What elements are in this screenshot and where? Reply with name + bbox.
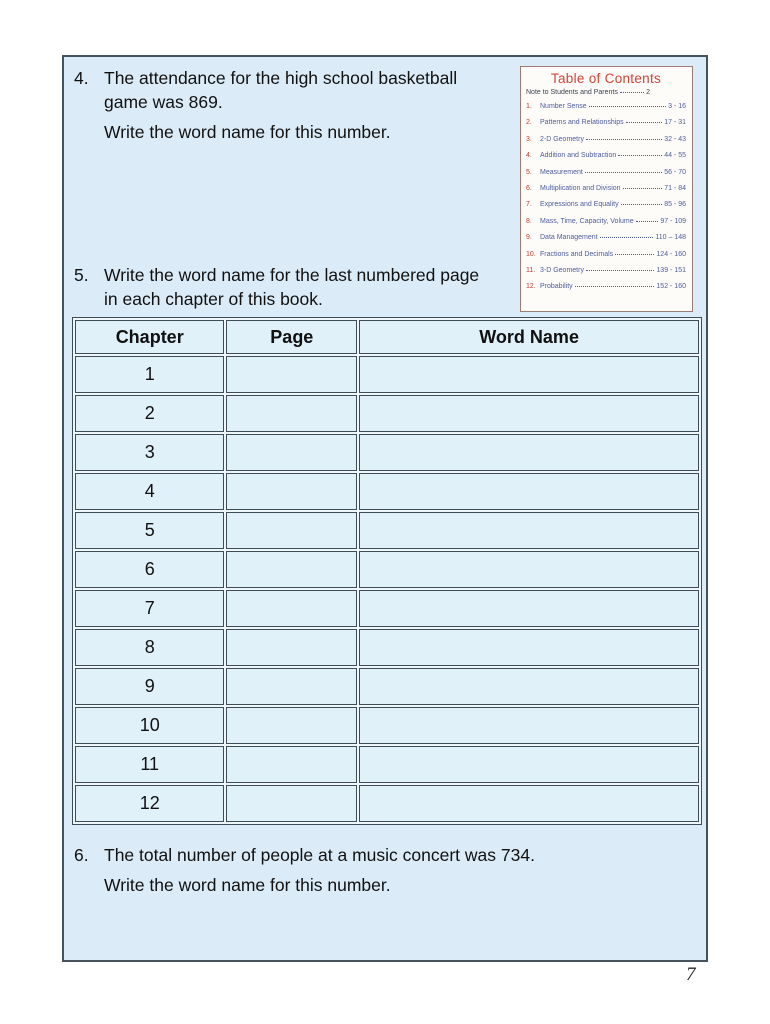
page-cell — [226, 590, 357, 627]
page-cell — [226, 629, 357, 666]
col-header-chapter: Chapter — [75, 320, 224, 354]
page-cell — [226, 512, 357, 549]
question-6-number: 6. — [74, 845, 89, 865]
question-4-text-line2: game was 869. — [104, 92, 223, 112]
table-row — [75, 668, 699, 705]
table-row — [75, 746, 699, 783]
toc-entry-label: Multiplication and Division — [540, 184, 621, 192]
toc-entry-pages: 32 - 43 — [664, 135, 686, 143]
toc-entry-label: Probability — [540, 283, 573, 291]
toc-entry-pages: 85 - 96 — [664, 201, 686, 209]
toc-entry-label: Fractions and Decimals — [540, 250, 614, 258]
toc-entry-label: Mass, Time, Capacity, Volume — [540, 217, 634, 225]
question-4-body — [104, 66, 514, 144]
table-row — [75, 512, 699, 549]
word-name-cell — [359, 707, 699, 744]
table-row — [75, 785, 699, 822]
word-name-cell — [359, 668, 699, 705]
chapter-page-table — [72, 317, 702, 825]
toc-entry-pages: 97 - 109 — [660, 217, 686, 225]
question-4 — [74, 66, 514, 144]
table-row — [75, 629, 699, 666]
chapter-cell: 9 — [75, 668, 224, 705]
toc-entry-pages: 152 - 160 — [656, 283, 686, 291]
question-5-number: 5. — [74, 265, 89, 285]
table-row — [75, 395, 699, 432]
chapter-cell: 12 — [75, 785, 224, 822]
word-name-cell — [359, 590, 699, 627]
toc-entry-number: 11. — [526, 266, 536, 274]
table-row — [75, 434, 699, 471]
question-6-prompt: Write the word name for this number. — [104, 875, 391, 895]
toc-entry-label: 2-D Geometry — [540, 135, 584, 143]
page-cell — [226, 707, 357, 744]
toc-entry-label: Measurement — [540, 168, 583, 176]
toc-entry — [526, 218, 686, 234]
question-6-text-line1: The total number of people at a music concert was 734. — [104, 845, 535, 865]
page-number: 7 — [686, 964, 696, 985]
word-name-cell — [359, 512, 699, 549]
toc-entry — [526, 103, 686, 119]
toc-entry — [526, 169, 686, 185]
toc-entry — [526, 136, 686, 152]
table-row — [75, 473, 699, 510]
toc-dotted-leader — [615, 254, 654, 255]
word-name-cell — [359, 551, 699, 588]
page-cell — [226, 668, 357, 705]
question-5-text-line1: Write the word name for the last numbered page — [104, 265, 480, 285]
table-header-row — [75, 320, 699, 354]
word-name-cell — [359, 473, 699, 510]
toc-entry-number: 2. — [526, 119, 532, 127]
table-row — [75, 356, 699, 393]
word-name-cell — [359, 785, 699, 822]
toc-entry — [526, 201, 686, 217]
question-4-text-line1: The attendance for the high school basketball — [104, 68, 458, 88]
word-name-cell — [359, 395, 699, 432]
toc-entry-pages: 139 - 151 — [656, 266, 686, 274]
table-row — [75, 707, 699, 744]
col-header-word-name: Word Name — [359, 320, 699, 354]
chapter-cell: 4 — [75, 473, 224, 510]
toc-dotted-leader — [585, 172, 662, 173]
toc-dotted-leader — [618, 155, 662, 156]
toc-entry-number: 4. — [526, 152, 532, 160]
toc-note-line — [526, 89, 686, 97]
toc-entry-pages: 17 - 31 — [664, 119, 686, 127]
page-cell — [226, 395, 357, 432]
table-row — [75, 551, 699, 588]
chapter-cell: 7 — [75, 590, 224, 627]
chapter-cell: 3 — [75, 434, 224, 471]
toc-entry-pages: 110 – 148 — [655, 234, 686, 242]
toc-entry-label: Number Sense — [540, 103, 587, 110]
toc-dotted-leader — [620, 92, 644, 93]
toc-entry — [526, 234, 686, 250]
toc-dotted-leader — [626, 122, 663, 123]
toc-dotted-leader — [636, 221, 659, 222]
toc-entry-number: 12. — [526, 283, 536, 291]
toc-entry-label: Addition and Subtraction — [540, 152, 617, 160]
chapter-cell: 6 — [75, 551, 224, 588]
toc-title: Table of Contents — [550, 71, 662, 86]
toc-entry-number: 6. — [526, 184, 532, 192]
toc-entry-number: 1. — [526, 103, 532, 110]
content-panel — [62, 55, 708, 962]
chapter-cell: 8 — [75, 629, 224, 666]
question-6 — [74, 843, 654, 897]
page-cell — [226, 746, 357, 783]
page-cell — [226, 785, 357, 822]
toc-entry-number: 9. — [526, 234, 532, 242]
chapter-cell: 5 — [75, 512, 224, 549]
toc-entry-number: 5. — [526, 168, 532, 176]
toc-note-page: 2 — [646, 89, 650, 96]
toc-entry-label: Patterns and Relationships — [540, 119, 624, 127]
table-row — [75, 590, 699, 627]
question-5 — [74, 263, 554, 311]
chapter-cell: 11 — [75, 746, 224, 783]
toc-entry-number: 3. — [526, 135, 532, 143]
page-cell — [226, 434, 357, 471]
chapter-cell: 2 — [75, 395, 224, 432]
toc-dotted-leader — [586, 139, 662, 140]
question-4-number: 4. — [74, 68, 89, 88]
question-4-prompt: Write the word name for this number. — [104, 122, 391, 142]
toc-note-label: Note to Students and Parents — [526, 89, 618, 96]
toc-entry-number: 7. — [526, 201, 532, 209]
chapter-cell: 10 — [75, 707, 224, 744]
toc-entry-number: 10. — [526, 250, 536, 258]
toc-dotted-leader — [586, 270, 654, 271]
page-cell — [226, 356, 357, 393]
word-name-cell — [359, 434, 699, 471]
toc-entry-label: Expressions and Equality — [540, 201, 619, 209]
toc-entry-pages: 124 - 160 — [656, 250, 686, 258]
toc-dotted-leader — [575, 286, 655, 287]
col-header-page: Page — [226, 320, 357, 354]
toc-entry-label: 3-D Geometry — [540, 266, 584, 274]
toc-dotted-leader — [589, 106, 666, 107]
question-5-text-line2: in each chapter of this book. — [104, 289, 323, 309]
question-5-body — [104, 263, 554, 311]
toc-entry-pages: 44 - 55 — [664, 152, 686, 160]
toc-entry-label: Data Management — [540, 234, 598, 242]
toc-dotted-leader — [621, 204, 663, 205]
toc-entry — [526, 185, 686, 201]
word-name-cell — [359, 629, 699, 666]
page-cell — [226, 551, 357, 588]
question-6-body — [104, 843, 654, 897]
page-cell — [226, 473, 357, 510]
toc-entry — [526, 152, 686, 168]
toc-entry-number: 8. — [526, 217, 532, 225]
toc-entry-pages: 3 - 16 — [668, 103, 686, 110]
word-name-cell — [359, 746, 699, 783]
toc-entry — [526, 119, 686, 135]
toc-dotted-leader — [600, 237, 654, 238]
toc-entry-pages: 56 - 70 — [664, 168, 686, 176]
toc-entry-pages: 71 - 84 — [664, 184, 686, 192]
toc-dotted-leader — [623, 188, 663, 189]
chapter-cell: 1 — [75, 356, 224, 393]
word-name-cell — [359, 356, 699, 393]
